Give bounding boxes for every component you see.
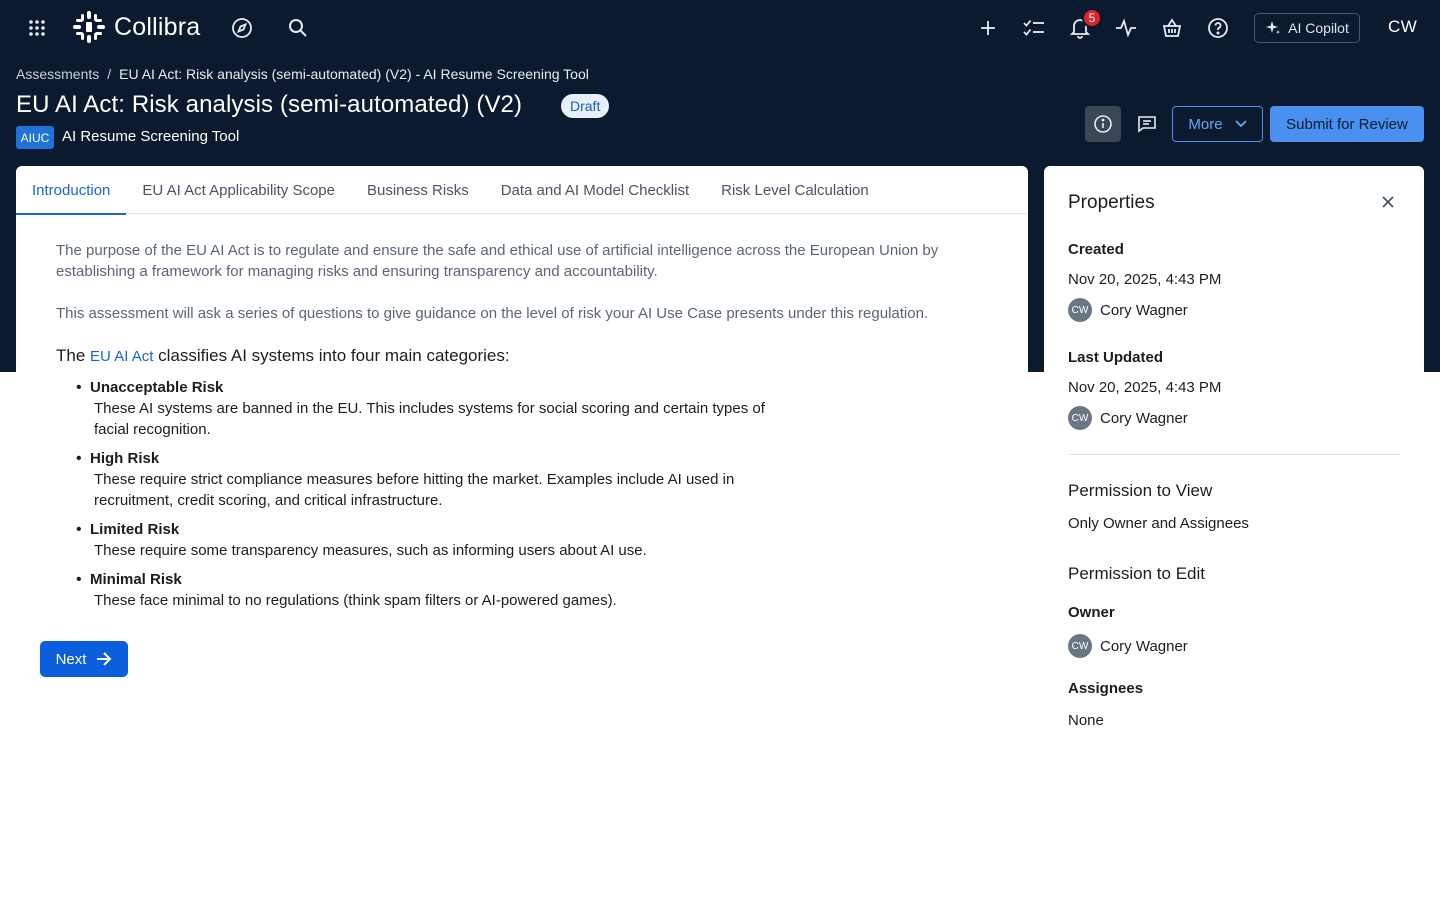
tab-business-risks[interactable]: Business Risks — [367, 181, 469, 199]
created-value: Nov 20, 2025, 4:43 PM — [1068, 271, 1222, 288]
risk-description: These require strict compliance measures before hitting the market. Examples include AI used in recruitment, credit scoring, and critical infrastructure. — [94, 471, 735, 509]
status-badge: Draft — [561, 94, 609, 118]
owner-name: Cory Wagner — [1100, 637, 1188, 655]
avatar: CW — [1068, 406, 1092, 430]
assignees-value: None — [1068, 712, 1104, 729]
collibra-logo-icon — [72, 10, 106, 44]
intro-paragraph-guidance: This assessment will ask a series of questions to give guidance on the level of risk your AI Use Case presents under this regulation. — [56, 305, 929, 322]
risk-description: These AI systems are banned in the EU. This includes systems for social scoring and certain types of facial recognition. — [94, 400, 765, 438]
intro-paragraph-purpose: The purpose of the EU AI Act is to regulate and ensure the safe and ethical use of artificial intelligence across the European Union by establishing a framework for managing risks and ensuring transparency and accountability. — [56, 242, 939, 280]
more-label: More — [1188, 115, 1223, 133]
list-item — [76, 448, 796, 511]
tasks-checklist-icon[interactable] — [1018, 12, 1050, 44]
next-label: Next — [55, 650, 87, 668]
list-item — [76, 569, 796, 611]
created-by[interactable] — [1068, 298, 1188, 322]
plus-icon[interactable] — [972, 12, 1004, 44]
asset-type-tag: AIUC — [16, 126, 54, 149]
owner[interactable] — [1068, 634, 1188, 658]
permission-edit-heading: Permission to Edit — [1068, 564, 1205, 583]
tab-applicability-scope[interactable]: EU AI Act Applicability Scope — [142, 181, 335, 199]
breadcrumb — [16, 66, 589, 82]
arrow-right-icon — [96, 652, 112, 666]
submit-for-review-button[interactable]: Submit for Review — [1270, 106, 1424, 142]
comments-button[interactable] — [1129, 106, 1165, 142]
avatar: CW — [1068, 298, 1092, 322]
basket-icon[interactable] — [1156, 12, 1188, 44]
help-icon[interactable] — [1202, 12, 1234, 44]
logo-text: Collibra — [114, 12, 201, 41]
created-by-name: Cory Wagner — [1100, 301, 1188, 319]
properties-panel — [1044, 166, 1424, 900]
list-item — [76, 377, 796, 440]
activity-pulse-icon[interactable] — [1110, 12, 1142, 44]
collibra-logo[interactable] — [72, 10, 200, 44]
info-button[interactable] — [1085, 106, 1121, 142]
more-button[interactable] — [1172, 106, 1263, 142]
classify-prefix: The — [56, 346, 86, 365]
breadcrumb-assessments[interactable]: Assessments — [16, 66, 100, 82]
risk-title: • High Risk — [90, 450, 160, 467]
user-menu[interactable]: CW — [1388, 17, 1418, 36]
compass-icon[interactable] — [226, 12, 258, 44]
risk-title: • Unacceptable Risk — [90, 379, 224, 396]
breadcrumb-current: EU AI Act: Risk analysis (semi-automated) (V2) - AI Resume Screening Tool — [119, 66, 589, 82]
created-label: Created — [1068, 241, 1124, 258]
risk-title: • Minimal Risk — [90, 571, 182, 588]
ai-copilot-button[interactable] — [1254, 13, 1360, 43]
risk-category-list — [56, 377, 796, 611]
tab-data-model-checklist[interactable]: Data and AI Model Checklist — [500, 181, 690, 199]
top-navigation — [0, 0, 1440, 56]
risk-description: These face minimal to no regulations (think spam filters or AI-powered games). — [94, 592, 617, 609]
tab-bar — [16, 166, 1028, 214]
risk-title: • Limited Risk — [90, 521, 180, 538]
owner-label: Owner — [1068, 604, 1115, 621]
ai-copilot-label: AI Copilot — [1288, 20, 1349, 36]
info-icon — [1093, 114, 1113, 134]
tab-risk-level-calculation[interactable]: Risk Level Calculation — [721, 181, 869, 199]
assessment-card — [16, 166, 1028, 900]
comment-icon — [1137, 114, 1157, 134]
classify-heading — [56, 346, 988, 366]
list-item — [76, 519, 796, 561]
apps-grid-icon[interactable] — [21, 12, 53, 44]
introduction-content — [16, 214, 1028, 611]
last-updated-label: Last Updated — [1068, 349, 1164, 366]
divider — [1068, 454, 1400, 455]
page-title: EU AI Act: Risk analysis (semi-automated) (V2) — [16, 91, 523, 118]
properties-title: Properties — [1068, 192, 1155, 213]
permission-view-value: Only Owner and Assignees — [1068, 515, 1249, 532]
risk-description: These require some transparency measures, such as informing users about AI use. — [94, 542, 647, 559]
last-updated-value: Nov 20, 2025, 4:43 PM — [1068, 379, 1222, 396]
chevron-down-icon — [1235, 120, 1247, 128]
avatar: CW — [1068, 634, 1092, 658]
close-icon[interactable] — [1378, 192, 1398, 212]
permission-view-heading: Permission to View — [1068, 481, 1213, 500]
asset-name[interactable]: AI Resume Screening Tool — [62, 128, 240, 145]
updated-by-name: Cory Wagner — [1100, 409, 1188, 427]
sparkle-icon — [1265, 20, 1281, 36]
assignees-label: Assignees — [1068, 680, 1144, 697]
updated-by[interactable] — [1068, 406, 1188, 430]
tab-introduction[interactable]: Introduction — [16, 166, 126, 214]
search-icon[interactable] — [282, 12, 314, 44]
next-button[interactable] — [40, 641, 128, 677]
classify-suffix: classifies AI systems into four main categories: — [158, 346, 510, 365]
notification-badge: 5 — [1082, 8, 1102, 28]
eu-ai-act-link[interactable]: EU AI Act — [90, 348, 154, 365]
breadcrumb-separator: / — [107, 66, 112, 82]
